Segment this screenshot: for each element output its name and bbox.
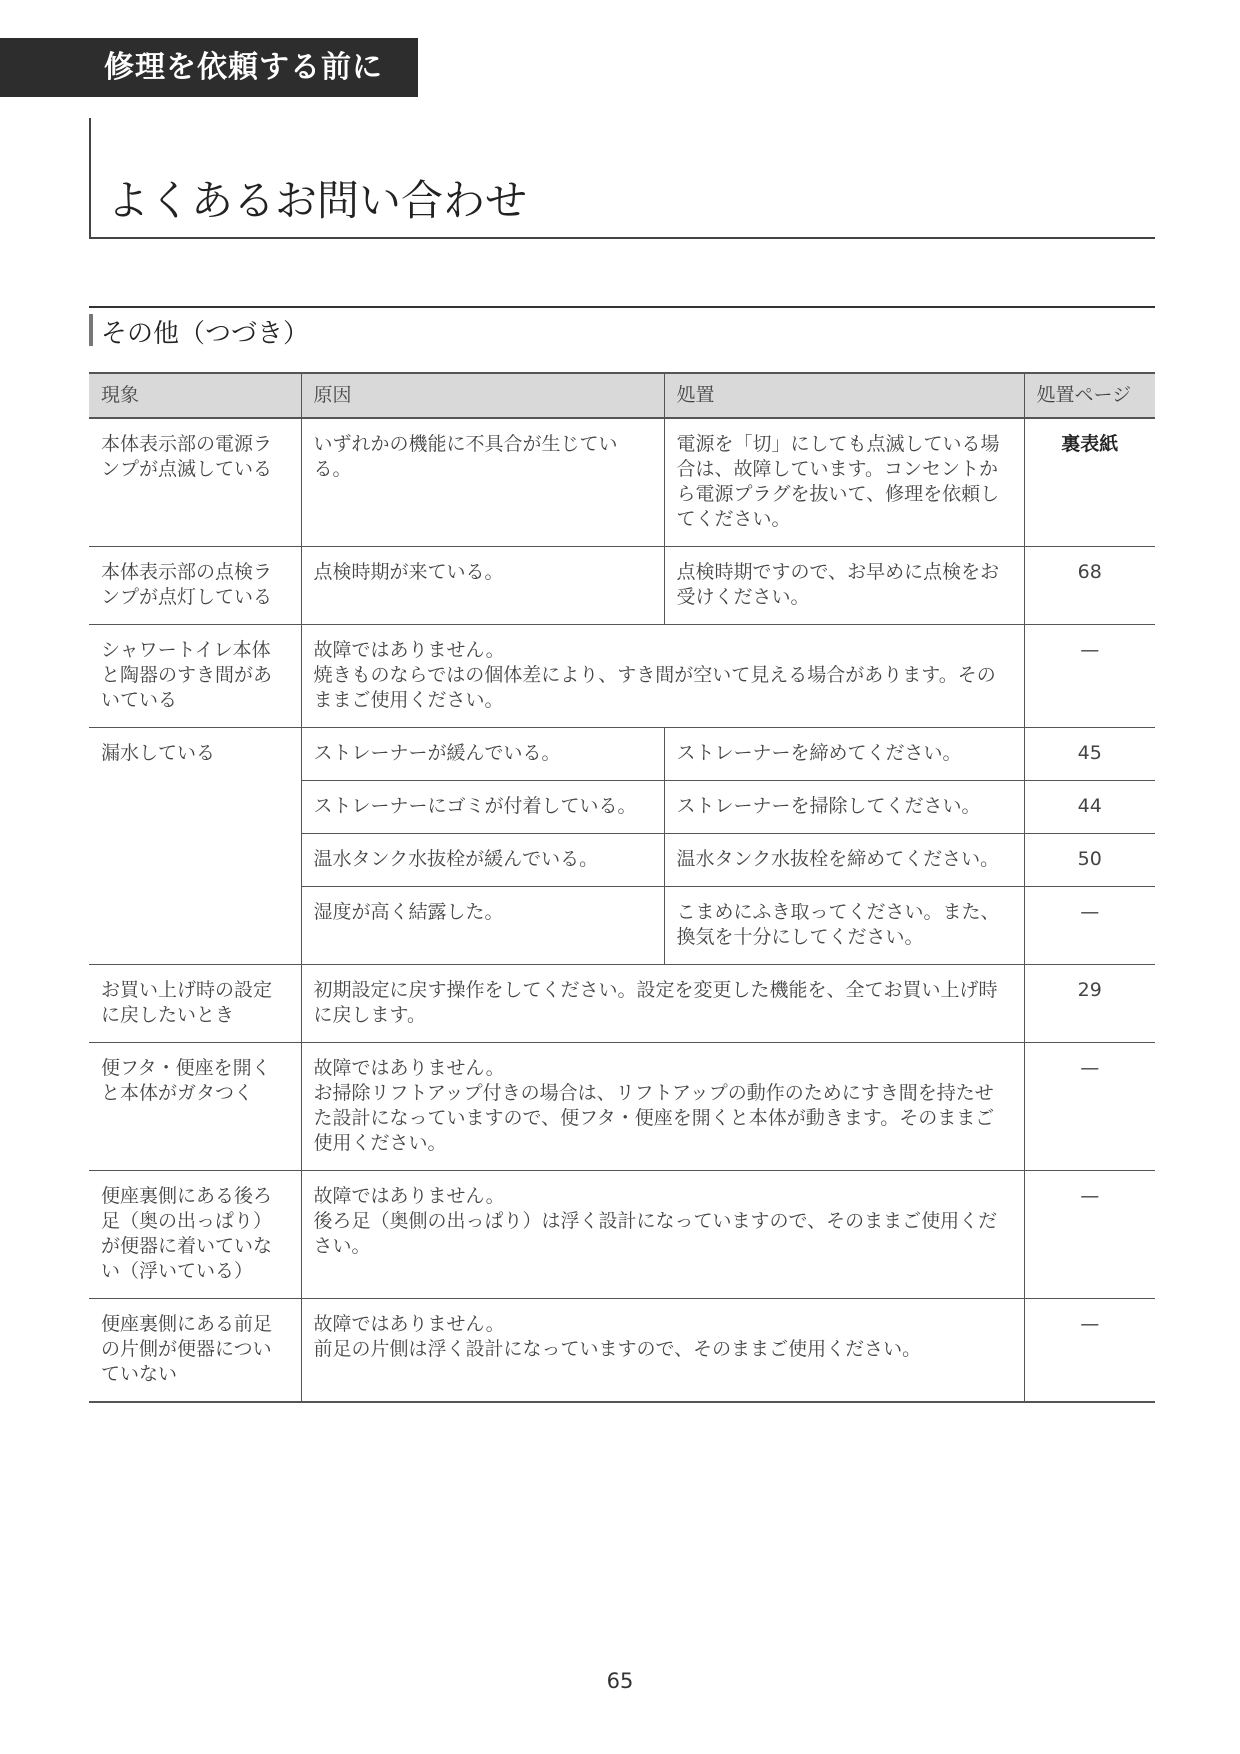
- explanation-cell: [301, 1299, 1024, 1403]
- symptom-cell: 便座裏側にある後ろ足（奥の出っぱり）が便器に着いていない（浮いている）: [89, 1171, 301, 1299]
- page-ref-cell: 29: [1024, 965, 1155, 1043]
- table-header-row: [89, 373, 1155, 418]
- cause-cell: いずれかの機能に不具合が生じている。: [301, 418, 664, 547]
- section-marker: [89, 314, 93, 346]
- page-ref-cell: 裏表紙: [1024, 418, 1155, 547]
- table-row: [89, 547, 1155, 625]
- explanation-line: 故障ではありません。: [313, 1185, 505, 1207]
- section-title: その他（つづき）: [101, 319, 310, 349]
- symptom-cell: 漏水している: [89, 728, 301, 965]
- explanation-cell: [301, 1171, 1024, 1299]
- action-cell: 電源を「切」にしても点滅している場合は、故障しています。コンセントから電源プラグを抜いて、修理を依頼してください。: [664, 418, 1024, 547]
- page-number: 65: [606, 1669, 634, 1693]
- cause-cell: ストレーナーにゴミが付着している。: [301, 781, 664, 834]
- explanation-line: 故障ではありません。: [313, 1313, 505, 1335]
- action-cell: 温水タンク水抜栓を締めてください。: [664, 834, 1024, 887]
- explanation-line: 故障ではありません。: [313, 1057, 505, 1079]
- explanation-line: 故障ではありません。: [313, 639, 505, 661]
- header-symptom: 現象: [89, 373, 301, 418]
- table-row: [89, 965, 1155, 1043]
- table-row: [89, 728, 1155, 781]
- header-cause: 原因: [301, 373, 664, 418]
- explanation-line: 後ろ足（奥側の出っぱり）は浮く設計になっていますので、そのままご使用ください。: [313, 1210, 998, 1257]
- section-divider: [89, 306, 1155, 308]
- cause-cell: 点検時期が来ている。: [301, 547, 664, 625]
- page-ref-cell: —: [1024, 625, 1155, 728]
- symptom-cell: お買い上げ時の設定に戻したいとき: [89, 965, 301, 1043]
- page-title: よくあるお問い合わせ: [107, 176, 528, 225]
- cause-cell: ストレーナーが緩んでいる。: [301, 728, 664, 781]
- explanation-line: 焼きものならではの個体差により、すき間が空いて見える場合があります。そのままご使用ください。: [313, 664, 996, 711]
- header-action: 処置: [664, 373, 1024, 418]
- explanation-line: 前足の片側は浮く設計になっていますので、そのままご使用ください。: [313, 1338, 922, 1360]
- page-ref-cell: 50: [1024, 834, 1155, 887]
- explanation-cell: [301, 1043, 1024, 1171]
- table-row: [89, 625, 1155, 728]
- action-cell: ストレーナーを掃除してください。: [664, 781, 1024, 834]
- table-row: [89, 1171, 1155, 1299]
- explanation-cell: [301, 965, 1024, 1043]
- title-block: [89, 118, 1155, 239]
- table-row: [89, 1043, 1155, 1171]
- header-page: 処置ページ: [1024, 373, 1155, 418]
- cause-cell: 温水タンク水抜栓が緩んでいる。: [301, 834, 664, 887]
- symptom-cell: 便座裏側にある前足の片側が便器についていない: [89, 1299, 301, 1403]
- page-ref-cell: —: [1024, 1299, 1155, 1403]
- chapter-tab: 修理を依頼する前に: [0, 38, 418, 97]
- page-ref-cell: 45: [1024, 728, 1155, 781]
- explanation-line: 初期設定に戻す操作をしてください。設定を変更した機能を、全てお買い上げ時に戻します。: [313, 979, 998, 1026]
- page-ref-cell: —: [1024, 1171, 1155, 1299]
- action-cell: こまめにふき取ってください。また、換気を十分にしてください。: [664, 887, 1024, 965]
- symptom-cell: 本体表示部の点検ランプが点灯している: [89, 547, 301, 625]
- table-row: [89, 418, 1155, 547]
- page-ref-cell: 68: [1024, 547, 1155, 625]
- page-ref-cell: 44: [1024, 781, 1155, 834]
- explanation-line: お掃除リフトアップ付きの場合は、リフトアップの動作のためにすき間を持たせた設計になっていますので、便フタ・便座を開くと本体が動きます。そのままご使用ください。: [313, 1082, 995, 1154]
- explanation-cell: [301, 625, 1024, 728]
- symptom-cell: 便フタ・便座を開くと本体がガタつく: [89, 1043, 301, 1171]
- page-ref-cell: —: [1024, 1043, 1155, 1171]
- symptom-cell: 本体表示部の電源ランプが点滅している: [89, 418, 301, 547]
- action-cell: 点検時期ですので、お早めに点検をお受けください。: [664, 547, 1024, 625]
- page-ref-cell: —: [1024, 887, 1155, 965]
- table-row: [89, 1299, 1155, 1403]
- faq-table: [89, 372, 1155, 1403]
- action-cell: ストレーナーを締めてください。: [664, 728, 1024, 781]
- symptom-cell: シャワートイレ本体と陶器のすき間があいている: [89, 625, 301, 728]
- cause-cell: 湿度が高く結露した。: [301, 887, 664, 965]
